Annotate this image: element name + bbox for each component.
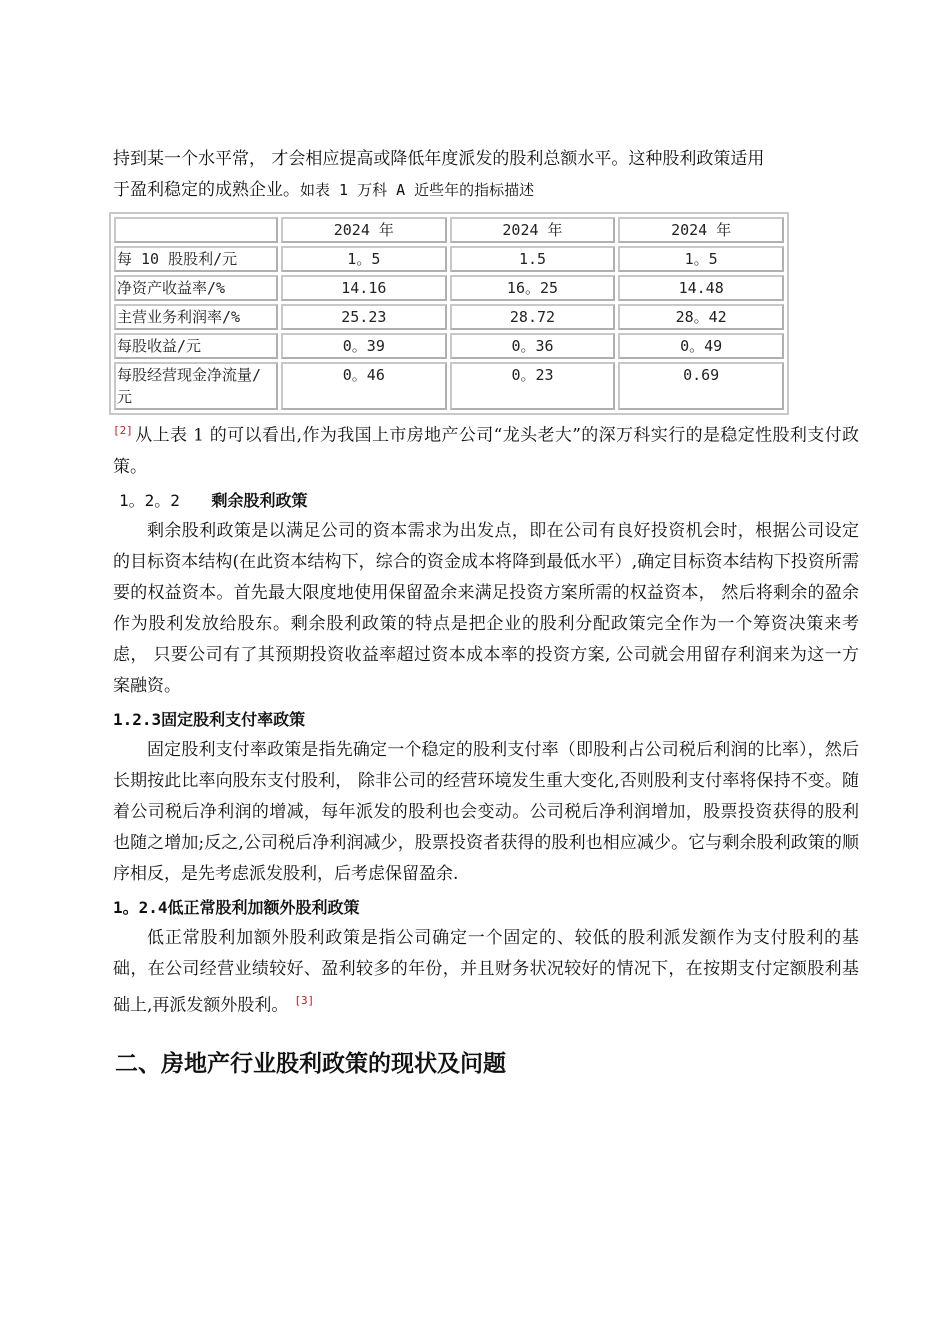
- section-heading-1-2-3: [113, 704, 859, 735]
- section-title: 剩余股利政策: [211, 490, 308, 510]
- table-header-cell: 2024 年: [618, 217, 784, 243]
- table-cell: 0。46: [281, 362, 447, 410]
- document-page: [113, 144, 859, 1081]
- table-header-cell: [114, 217, 278, 243]
- table-row-label: 每股经营现金净流量/元: [114, 362, 278, 410]
- table-row: [114, 304, 784, 330]
- table-cell: 0。39: [281, 333, 447, 359]
- table-cell: 1.5: [450, 246, 616, 272]
- table-cell: 1。5: [618, 246, 784, 272]
- indicator-table: [109, 212, 789, 415]
- table-cell: 16。25: [450, 275, 616, 301]
- table-row-label: 净资产收益率/%: [114, 275, 278, 301]
- table-header-cell: 2024 年: [450, 217, 616, 243]
- table-cell: 28.72: [450, 304, 616, 330]
- section-body-1-2-2: 剩余股利政策是以满足公司的资本需求为出发点，即在公司有良好投资机会时，根据公司设定的目标资本结构(在此资本结构下，综合的资金成本将降到最低水平）,确定目标资本结构下投资所需要的权益资本。首先最大限度地使用保留盈余来满足投资方案所需的权益资本， 然后将剩余的盈余作为股利发放给股东。剩余股利政策的特点是把企业的股利分配政策完全作为一个筹资决策来考虑， 只要公司有了其预期投资收益率超过资本成本率的投资方案, 公司就会用留存利润来为这一方案融资。: [113, 520, 859, 696]
- table-row: [114, 362, 784, 410]
- table-header-cell: 2024 年: [281, 217, 447, 243]
- table-row: [114, 246, 784, 272]
- section-title: 低正常股利加额外股利政策: [167, 897, 360, 917]
- table-conclusion: [113, 415, 859, 483]
- table-row-label: 主营业务利润率/%: [114, 304, 278, 330]
- table-cell: 0.69: [618, 362, 784, 410]
- table-header-row: [114, 217, 784, 243]
- table-row-label: 每 10 股股利/元: [114, 246, 278, 272]
- citation-2[interactable]: [2]: [113, 424, 133, 437]
- section-body-1-2-4: [113, 923, 859, 1022]
- intro-line-1: 持到某一个水平常， 才会相应提高或降低年度派发的股利总额水平。这种股利政策适用: [113, 149, 765, 169]
- table-cell: 0。23: [450, 362, 616, 410]
- table-cell: 14.16: [281, 275, 447, 301]
- table-conclusion-text: 从上表 1 的可以看出,作为我国上市房地产公司“龙头老大”的深万科实行的是稳定性股利支付政策。: [113, 425, 859, 477]
- section-body-1-2-3: 固定股利支付率政策是指先确定一个稳定的股利支付率（即股利占公司税后利润的比率），然后长期按此比率向股东支付股利， 除非公司的经营环境发生重大变化,否则股利支付率将保持不变。随着公司税后净利润的增减，每年派发的股利也会变动。公司税后净利润增加，股票投资获得的股利也随之增加;反之,公司税后净利润减少，股票投资者获得的股利也相应减少。它与剩余股利政策的顺序相反，是先考虑派发股利，后考虑保留盈余.: [113, 739, 859, 884]
- table-cell: 0。36: [450, 333, 616, 359]
- section-number: 1。2.4: [113, 897, 168, 917]
- table-cell: 28。42: [618, 304, 784, 330]
- table-cell: 14.48: [618, 275, 784, 301]
- table-caption: 如表 1 万科 A 近些年的指标描述: [300, 181, 535, 199]
- intro-line-2: 于盈利稳定的成熟企业。: [113, 180, 300, 200]
- table-row: [114, 275, 784, 301]
- chapter-2-heading: 二、房地产行业股利政策的现状及问题: [115, 1051, 506, 1078]
- intro-paragraph: [113, 144, 859, 206]
- section-number: 1。2。2: [119, 490, 180, 510]
- section-heading-1-2-2: [119, 485, 859, 516]
- section-title: 固定股利支付率政策: [161, 709, 306, 729]
- section-heading-1-2-4: [113, 892, 859, 923]
- section-body-text: 低正常股利加额外股利政策是指公司确定一个固定的、较低的股利派发额作为支付股利的基础，在公司经营业绩较好、盈利较多的年份，并且财务状况较好的情况下，在按期支付定额股利基础上,再派发额外股利。: [113, 927, 859, 1016]
- citation-3[interactable]: [3]: [294, 993, 315, 1007]
- table-row: [114, 333, 784, 359]
- table-cell: 1。5: [281, 246, 447, 272]
- table-cell: 25.23: [281, 304, 447, 330]
- section-number: 1.2.3: [113, 709, 162, 729]
- table-cell: 0。49: [618, 333, 784, 359]
- table-row-label: 每股收益/元: [114, 333, 278, 359]
